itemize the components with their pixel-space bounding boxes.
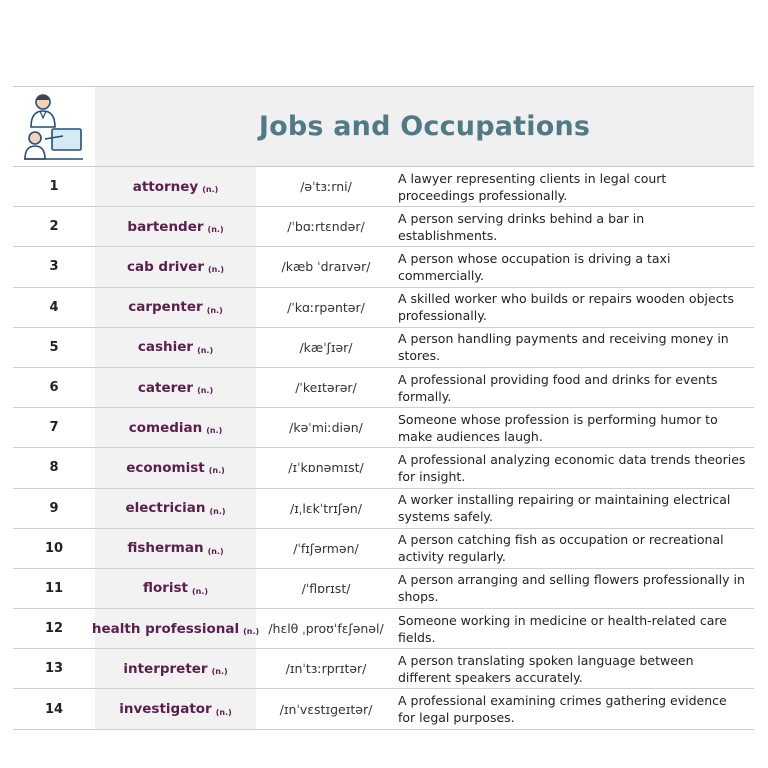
table-row — [13, 368, 754, 408]
word-cell — [95, 529, 256, 568]
definition: Someone working in medicine or health-related care fields. — [398, 612, 727, 645]
part-of-speech: (n.) — [207, 225, 224, 235]
word-cell — [91, 609, 260, 648]
table-row — [13, 649, 754, 689]
table-row — [13, 247, 754, 287]
word: comedian — [128, 419, 203, 436]
word: bartender — [127, 218, 204, 235]
definition: A skilled worker who builds or repairs wooden objects professionally. — [398, 291, 734, 324]
word-cell — [95, 288, 256, 327]
row-number: 2 — [49, 219, 59, 235]
definition: A professional providing food and drinks for events formally. — [398, 371, 718, 404]
row-number: 13 — [44, 661, 64, 677]
pronunciation: /kæˈʃɪər/ — [299, 339, 353, 355]
definition: A lawyer representing clients in legal court proceedings professionally. — [398, 170, 667, 203]
page-title: Jobs and Occupations — [95, 87, 754, 166]
table-row — [13, 529, 754, 569]
pronunciation: /ˈfɪʃərmən/ — [293, 540, 359, 556]
table-row — [13, 288, 754, 328]
word: interpreter — [123, 660, 208, 677]
definition: A professional examining crimes gathering evidence for legal purposes. — [398, 693, 727, 726]
vocabulary-sheet — [13, 86, 754, 726]
word: cashier — [137, 339, 194, 356]
row-number: 9 — [49, 500, 59, 516]
table-row — [13, 569, 754, 609]
word: attorney — [132, 178, 199, 195]
word: economist — [126, 459, 205, 476]
row-number: 12 — [44, 621, 64, 637]
pronunciation: /kəˈmiːdiən/ — [289, 420, 363, 436]
table-row — [13, 448, 754, 488]
row-number: 1 — [49, 179, 59, 195]
word-cell — [95, 207, 256, 246]
part-of-speech: (n.) — [208, 466, 225, 476]
row-number: 3 — [49, 259, 59, 275]
part-of-speech: (n.) — [202, 185, 219, 195]
word: investigator — [119, 701, 212, 718]
word: florist — [142, 580, 188, 597]
word-cell — [95, 689, 256, 728]
part-of-speech: (n.) — [207, 546, 224, 556]
part-of-speech: (n.) — [215, 707, 232, 717]
part-of-speech: (n.) — [206, 426, 223, 436]
teacher-student-icon — [13, 87, 95, 166]
table-row — [13, 328, 754, 368]
word-cell — [95, 368, 256, 407]
row-number: 6 — [49, 380, 59, 396]
word: carpenter — [128, 299, 203, 316]
table-row — [13, 489, 754, 529]
word-cell — [95, 328, 256, 367]
part-of-speech: (n.) — [208, 265, 225, 275]
table-row — [13, 689, 754, 729]
sheet-header — [13, 87, 754, 167]
definition: A person catching fish as occupation or recreational activity regularly. — [398, 532, 724, 565]
definition: Someone whose profession is performing humor to make audiences laugh. — [398, 411, 718, 444]
row-number: 4 — [49, 299, 59, 315]
pronunciation: /ɪˌlɛkˈtrɪʃən/ — [290, 500, 362, 516]
pronunciation: /ˈbɑːrtɛndər/ — [287, 219, 365, 235]
word: electrician — [125, 500, 206, 517]
word-cell — [95, 167, 256, 206]
word: fisherman — [127, 540, 204, 557]
word-cell — [95, 489, 256, 528]
definition: A person serving drinks behind a bar in establishments. — [398, 210, 645, 243]
row-number: 14 — [44, 701, 64, 717]
pronunciation: /ˈflɒrɪst/ — [301, 580, 351, 596]
table-row — [13, 207, 754, 247]
part-of-speech: (n.) — [192, 586, 209, 596]
word-cell — [95, 408, 256, 447]
row-number: 5 — [49, 339, 59, 355]
part-of-speech: (n.) — [197, 345, 214, 355]
definition: A person translating spoken language between different speakers accurately. — [398, 652, 694, 685]
pronunciation: /ɪnˈtɜːrprɪtər/ — [285, 661, 367, 677]
row-number: 11 — [44, 580, 64, 596]
row-number: 7 — [49, 420, 59, 436]
row-number: 8 — [49, 460, 59, 476]
word: health professional — [91, 620, 240, 637]
row-number: 10 — [44, 540, 64, 556]
word: caterer — [137, 379, 194, 396]
pronunciation: /hɛlθ ˌproʊˈfɛʃənəl/ — [268, 621, 384, 637]
pronunciation: /kæb ˈdraɪvər/ — [281, 259, 371, 275]
word-cell — [95, 448, 256, 487]
definition: A professional analyzing economic data trends theories for insight. — [398, 451, 746, 484]
part-of-speech: (n.) — [206, 305, 223, 315]
part-of-speech: (n.) — [197, 386, 214, 396]
table-row — [13, 167, 754, 207]
table-row — [13, 609, 754, 649]
definition: A worker installing repairing or maintaining electrical systems safely. — [398, 492, 731, 525]
word-cell — [95, 569, 256, 608]
definition: A person handling payments and receiving money in stores. — [398, 331, 729, 364]
pronunciation: /ɪnˈvɛstɪɡeɪtər/ — [279, 701, 373, 717]
part-of-speech: (n.) — [211, 667, 228, 677]
definition: A person whose occupation is driving a taxi commercially. — [398, 250, 671, 283]
word-cell — [95, 247, 256, 286]
vocabulary-table — [13, 167, 754, 730]
part-of-speech: (n.) — [209, 506, 226, 516]
table-row — [13, 408, 754, 448]
pronunciation: /ɪˈkɒnəmɪst/ — [288, 460, 364, 476]
part-of-speech: (n.) — [243, 627, 260, 637]
definition: A person arranging and selling flowers professionally in shops. — [398, 572, 745, 605]
word-cell — [95, 649, 256, 688]
pronunciation: /ˈkɑːrpəntər/ — [287, 299, 365, 315]
pronunciation: /ˈkeɪtərər/ — [295, 380, 357, 396]
pronunciation: /əˈtɜːrni/ — [300, 179, 352, 195]
word: cab driver — [126, 258, 204, 275]
